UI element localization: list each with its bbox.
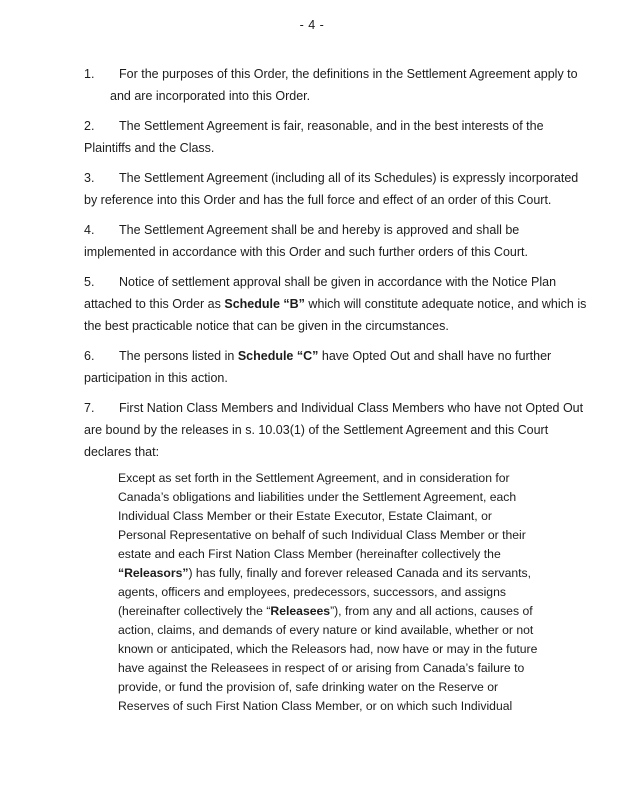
paragraph-line — [84, 271, 589, 293]
paragraph-line — [84, 397, 589, 419]
paragraph-line: and are incorporated into this Order. — [110, 89, 311, 103]
paragraph-text: Notice of settlement approval shall be given in accordance with the Notice Plan — [119, 275, 557, 289]
quote-line — [118, 564, 532, 583]
paragraph-number: 2. — [84, 119, 95, 133]
paragraph-text: have Opted Out and shall have no further — [318, 349, 552, 363]
paragraph-6 — [84, 345, 589, 389]
paragraph-number: 6. — [84, 349, 95, 363]
releasees-term: Releasees — [270, 604, 331, 618]
quote-text: ”), from any and all actions, causes of — [330, 604, 533, 618]
paragraph-line — [84, 293, 589, 315]
paragraph-1 — [84, 63, 589, 107]
paragraph-number: 7. — [84, 401, 95, 415]
quote-text: (hereinafter collectively the “ — [118, 604, 271, 618]
paragraph-number: 3. — [84, 171, 95, 185]
release-blockquote — [118, 469, 538, 716]
paragraph-text: attached to this Order as — [84, 297, 225, 311]
paragraph-line: declares that: — [84, 445, 160, 459]
paragraph-line: are bound by the releases in s. 10.03(1) of the Settlement Agreement and this Court — [84, 423, 549, 437]
quote-text: ) has fully, finally and forever released Canada and its servants, — [188, 566, 532, 580]
paragraph-line: participation in this action. — [84, 371, 228, 385]
paragraph-line: by reference into this Order and has the full force and effect of an order of this Court. — [84, 193, 552, 207]
quote-line: have against the Releasees in respect of or arising from Canada’s failure to — [118, 661, 525, 675]
schedule-c-term: Schedule “C” — [237, 349, 319, 363]
paragraph-line — [84, 115, 589, 137]
paragraph-text: which will constitute adequate notice, and which is — [304, 297, 587, 311]
paragraph-3 — [84, 167, 589, 211]
paragraph-number: 5. — [84, 275, 95, 289]
quote-line: agents, officers and employees, predecessors, successors, and assigns — [118, 585, 506, 599]
paragraph-4 — [84, 219, 589, 263]
paragraph-line: the best practicable notice that can be given in the circumstances. — [84, 319, 449, 333]
quote-line: provide, or fund the provision of, safe drinking water on the Reserve or — [118, 680, 499, 694]
schedule-b-term: Schedule “B” — [224, 297, 305, 311]
paragraph-2 — [84, 115, 589, 159]
quote-line: known or anticipated, which the Releasors had, now have or may in the future — [118, 642, 538, 656]
paragraph-line — [84, 63, 589, 85]
paragraph-line — [84, 219, 589, 241]
paragraph-text: The Settlement Agreement shall be and hereby is approved and shall be — [119, 223, 520, 237]
quote-line: Individual Class Member or their Estate Executor, Estate Claimant, or — [118, 509, 492, 523]
quote-line: estate and each First Nation Class Member (hereinafter collectively the — [118, 547, 501, 561]
paragraph-text: The Settlement Agreement is fair, reasonable, and in the best interests of the — [119, 119, 544, 133]
quote-line: action, claims, and demands of every nature or kind available, whether or not — [118, 623, 534, 637]
paragraph-number: 4. — [84, 223, 95, 237]
paragraph-line: implemented in accordance with this Order and such further orders of this Court. — [84, 245, 528, 259]
page-number-label: - 4 - — [299, 18, 325, 32]
quote-line: Personal Representative on behalf of such Individual Class Member or their — [118, 528, 526, 542]
releasors-term: “Releasors” — [118, 566, 189, 580]
paragraph-7 — [84, 397, 589, 463]
paragraph-line — [84, 345, 589, 367]
page-header — [0, 18, 624, 32]
quote-line: Reserves of such First Nation Class Member, or on which such Individual — [118, 699, 513, 713]
paragraph-text: For the purposes of this Order, the definitions in the Settlement Agreement apply to — [119, 67, 578, 81]
paragraph-text: The persons listed in — [119, 349, 238, 363]
paragraph-line: Plaintiffs and the Class. — [84, 141, 215, 155]
paragraph-line — [84, 167, 589, 189]
quote-line — [118, 602, 533, 621]
paragraph-number: 1. — [84, 67, 95, 81]
paragraph-5 — [84, 271, 589, 337]
quote-line: Except as set forth in the Settlement Agreement, and in consideration for — [118, 471, 510, 485]
paragraph-text: First Nation Class Members and Individual Class Members who have not Opted Out — [119, 401, 584, 415]
document-body — [84, 63, 589, 716]
paragraph-text: The Settlement Agreement (including all of its Schedules) is expressly incorporated — [119, 171, 579, 185]
quote-line: Canada’s obligations and liabilities under the Settlement Agreement, each — [118, 490, 517, 504]
